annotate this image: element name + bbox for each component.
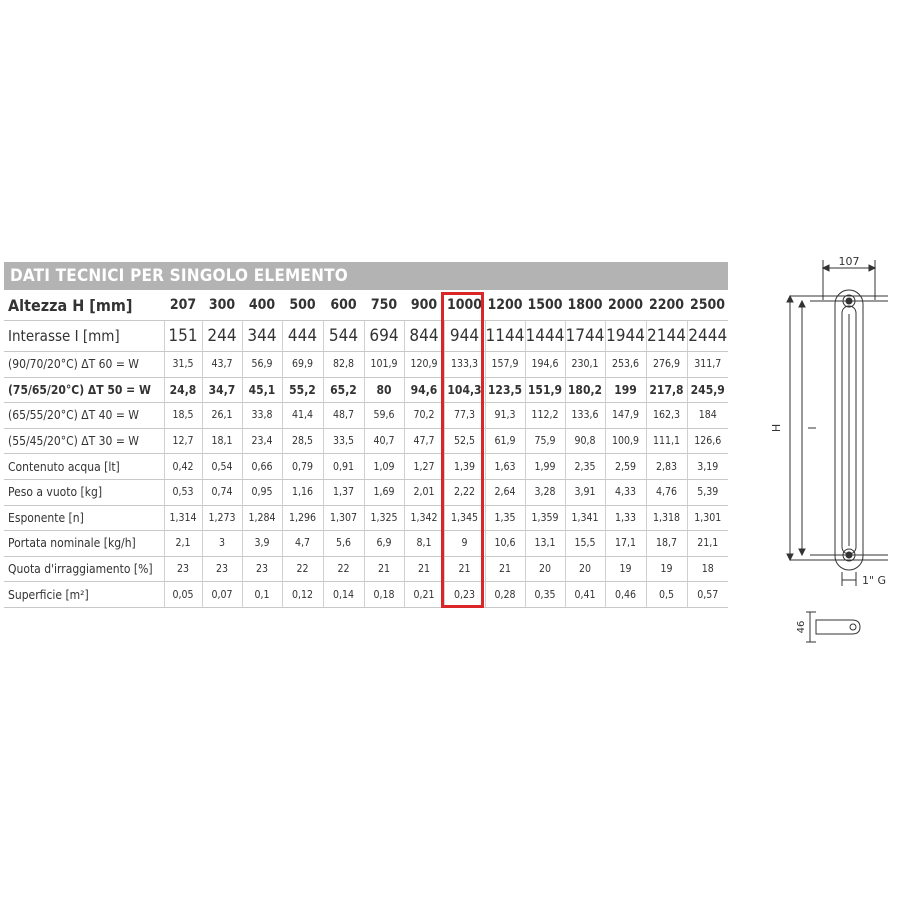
arrow-icon (787, 296, 793, 302)
table-cell: 217,8 (646, 377, 687, 403)
table-cell: 18,7 (646, 531, 687, 557)
row-label: (75/65/20°C) ΔT 50 = W (4, 377, 164, 403)
table-cell: 600 (323, 290, 364, 321)
arrow-icon (799, 549, 805, 555)
table-cell: 126,6 (687, 428, 728, 454)
row-label: Esponente [n] (4, 505, 164, 531)
table-cell: 1,39 (444, 454, 485, 480)
table-cell: 151,9 (525, 377, 565, 403)
row-label: (90/70/20°C) ΔT 60 = W (4, 352, 164, 378)
arrow-icon (787, 554, 793, 560)
table-cell: 0,28 (485, 582, 525, 608)
table-cell: 0,42 (164, 454, 202, 480)
technical-data-table (4, 290, 728, 608)
table-cell: 24,8 (164, 377, 202, 403)
table-cell: 0,79 (282, 454, 323, 480)
table-cell: 3,91 (565, 479, 605, 505)
table-cell: 4,76 (646, 479, 687, 505)
table-row (4, 582, 728, 608)
table-cell: 3,28 (525, 479, 565, 505)
table-cell: 31,5 (164, 352, 202, 378)
table-cell: 1,284 (242, 505, 282, 531)
table-cell: 500 (282, 290, 323, 321)
table-cell: 2,1 (164, 531, 202, 557)
width-label: 107 (838, 255, 860, 268)
table-cell: 104,3 (444, 377, 485, 403)
table-cell: 2,59 (605, 454, 646, 480)
table-cell: 0,91 (323, 454, 364, 480)
table-cell: 5,39 (687, 479, 728, 505)
table-cell: 33,5 (323, 428, 364, 454)
table-cell: 199 (605, 377, 646, 403)
table-cell: 844 (404, 321, 444, 352)
table-cell: 8,1 (404, 531, 444, 557)
table-cell: 1,69 (364, 479, 404, 505)
table-cell: 0,18 (364, 582, 404, 608)
table-cell: 2144 (646, 321, 687, 352)
table-cell: 23 (202, 556, 242, 582)
table-cell: 0,21 (404, 582, 444, 608)
table-cell: 0,53 (164, 479, 202, 505)
table-cell: 1,37 (323, 479, 364, 505)
table-cell: 180,2 (565, 377, 605, 403)
row-label: (55/45/20°C) ΔT 30 = W (4, 428, 164, 454)
header-row (4, 290, 728, 321)
table-row (4, 428, 728, 454)
table-cell: 23 (242, 556, 282, 582)
table-cell: 0,35 (525, 582, 565, 608)
table-cell: 1,27 (404, 454, 444, 480)
table-cell: 90,8 (565, 428, 605, 454)
radiator-element-drawing (760, 250, 900, 670)
table-cell: 21 (404, 556, 444, 582)
table-cell: 1,296 (282, 505, 323, 531)
table-cell: 9 (444, 531, 485, 557)
table-row (4, 377, 728, 403)
table-cell: 2,22 (444, 479, 485, 505)
table-cell: 1944 (605, 321, 646, 352)
table-cell: 80 (364, 377, 404, 403)
side-view-outline (816, 620, 860, 634)
table-row (4, 403, 728, 429)
table-cell: 12,7 (164, 428, 202, 454)
table-cell: 1,325 (364, 505, 404, 531)
table-cell: 194,6 (525, 352, 565, 378)
table-cell: 3 (202, 531, 242, 557)
table-cell: 230,1 (565, 352, 605, 378)
table-cell: 17,1 (605, 531, 646, 557)
table-cell: 157,9 (485, 352, 525, 378)
table-cell: 28,5 (282, 428, 323, 454)
table-cell: 1,318 (646, 505, 687, 531)
table-cell: 1,99 (525, 454, 565, 480)
table-cell: 1,345 (444, 505, 485, 531)
table-cell: 1,16 (282, 479, 323, 505)
table-cell: 77,3 (444, 403, 485, 429)
table-cell: 0,95 (242, 479, 282, 505)
table-cell: 244 (202, 321, 242, 352)
row-label: Quota d'irraggiamento [%] (4, 556, 164, 582)
table-cell: 22 (323, 556, 364, 582)
table-cell: 444 (282, 321, 323, 352)
table-cell: 2,35 (565, 454, 605, 480)
table-cell: 23,4 (242, 428, 282, 454)
table-cell: 69,9 (282, 352, 323, 378)
table-cell: 112,2 (525, 403, 565, 429)
table-cell: 65,2 (323, 377, 364, 403)
table-cell: 1,359 (525, 505, 565, 531)
table-cell: 56,9 (242, 352, 282, 378)
table-cell: 59,6 (364, 403, 404, 429)
table-cell: 26,1 (202, 403, 242, 429)
table-title: DATI TECNICI PER SINGOLO ELEMENTO (4, 262, 728, 290)
table-cell: 2500 (687, 290, 728, 321)
table-cell: 276,9 (646, 352, 687, 378)
table-cell: 111,1 (646, 428, 687, 454)
table-cell: 52,5 (444, 428, 485, 454)
table-cell: 0,54 (202, 454, 242, 480)
table-cell: 694 (364, 321, 404, 352)
table-cell: 151 (164, 321, 202, 352)
table-cell: 18,5 (164, 403, 202, 429)
table-cell: 1800 (565, 290, 605, 321)
table-cell: 207 (164, 290, 202, 321)
table-cell: 1144 (485, 321, 525, 352)
table-cell: 20 (565, 556, 605, 582)
table-cell: 944 (444, 321, 485, 352)
row-label: Peso a vuoto [kg] (4, 479, 164, 505)
table-row (4, 479, 728, 505)
table-cell: 0,05 (164, 582, 202, 608)
table-cell: 1,35 (485, 505, 525, 531)
technical-data-sheet (4, 262, 728, 608)
table-cell: 3,9 (242, 531, 282, 557)
table-cell: 33,8 (242, 403, 282, 429)
row-label: Superficie [m²] (4, 582, 164, 608)
table-cell: 2200 (646, 290, 687, 321)
table-cell: 1,342 (404, 505, 444, 531)
arrow-icon (823, 265, 829, 271)
table-cell: 47,7 (404, 428, 444, 454)
table-cell: 101,9 (364, 352, 404, 378)
row-label: Interasse I [mm] (4, 321, 164, 352)
row-label: Contenuto acqua [lt] (4, 454, 164, 480)
table-cell: 43,7 (202, 352, 242, 378)
table-cell: 1500 (525, 290, 565, 321)
table-cell: 123,5 (485, 377, 525, 403)
table-row (4, 531, 728, 557)
table-cell: 253,6 (605, 352, 646, 378)
table-cell: 3,19 (687, 454, 728, 480)
table-cell: 0,5 (646, 582, 687, 608)
table-cell: 34,7 (202, 377, 242, 403)
height-label: H (770, 423, 783, 433)
row-label: Altezza H [mm] (4, 290, 164, 321)
connection-label: 1" G (862, 574, 887, 587)
table-cell: 133,6 (565, 403, 605, 429)
table-cell: 311,7 (687, 352, 728, 378)
table-cell: 75,9 (525, 428, 565, 454)
arrow-icon (869, 265, 875, 271)
table-cell: 55,2 (282, 377, 323, 403)
table-cell: 1744 (565, 321, 605, 352)
table-cell: 0,46 (605, 582, 646, 608)
table-cell: 0,74 (202, 479, 242, 505)
table-cell: 20 (525, 556, 565, 582)
table-cell: 18 (687, 556, 728, 582)
table-cell: 1,63 (485, 454, 525, 480)
table-cell: 6,9 (364, 531, 404, 557)
table-cell: 1,301 (687, 505, 728, 531)
table-cell: 13,1 (525, 531, 565, 557)
table-cell: 100,9 (605, 428, 646, 454)
table-cell: 133,3 (444, 352, 485, 378)
table-cell: 40,7 (364, 428, 404, 454)
table-cell: 61,9 (485, 428, 525, 454)
table-cell: 0,66 (242, 454, 282, 480)
table-row (4, 556, 728, 582)
table-cell: 5,6 (323, 531, 364, 557)
table-cell: 23 (164, 556, 202, 582)
table-cell: 120,9 (404, 352, 444, 378)
table-cell: 18,1 (202, 428, 242, 454)
table-cell: 45,1 (242, 377, 282, 403)
table-cell: 21 (364, 556, 404, 582)
table-cell: 1,307 (323, 505, 364, 531)
table-cell: 10,6 (485, 531, 525, 557)
table-cell: 22 (282, 556, 323, 582)
table-cell: 2,64 (485, 479, 525, 505)
table-cell: 1,09 (364, 454, 404, 480)
table-cell: 2,01 (404, 479, 444, 505)
table-cell: 300 (202, 290, 242, 321)
table-cell: 2444 (687, 321, 728, 352)
table-cell: 0,41 (565, 582, 605, 608)
table-cell: 0,07 (202, 582, 242, 608)
table-cell: 1,341 (565, 505, 605, 531)
table-cell: 1200 (485, 290, 525, 321)
table-cell: 70,2 (404, 403, 444, 429)
table-cell: 41,4 (282, 403, 323, 429)
table-cell: 21 (485, 556, 525, 582)
table-cell: 15,5 (565, 531, 605, 557)
row-label: (65/55/20°C) ΔT 40 = W (4, 403, 164, 429)
table-cell: 21,1 (687, 531, 728, 557)
table-cell: 91,3 (485, 403, 525, 429)
table-cell: 344 (242, 321, 282, 352)
table-cell: 19 (605, 556, 646, 582)
table-cell: 400 (242, 290, 282, 321)
interasse-row (4, 321, 728, 352)
table-cell: 21 (444, 556, 485, 582)
table-cell: 0,14 (323, 582, 364, 608)
table-cell: 750 (364, 290, 404, 321)
table-cell: 1,33 (605, 505, 646, 531)
table-cell: 4,33 (605, 479, 646, 505)
table-cell: 162,3 (646, 403, 687, 429)
table-cell: 1,273 (202, 505, 242, 531)
table-cell: 0,23 (444, 582, 485, 608)
row-label: Portata nominale [kg/h] (4, 531, 164, 557)
table-cell: 0,57 (687, 582, 728, 608)
table-row (4, 505, 728, 531)
depth-label: 46 (796, 620, 807, 634)
table-cell: 0,12 (282, 582, 323, 608)
table-row (4, 352, 728, 378)
table-cell: 0,1 (242, 582, 282, 608)
table-row (4, 454, 728, 480)
table-cell: 1,314 (164, 505, 202, 531)
table-cell: 2,83 (646, 454, 687, 480)
table-cell: 19 (646, 556, 687, 582)
table-cell: 82,8 (323, 352, 364, 378)
table-cell: 4,7 (282, 531, 323, 557)
arrow-icon (799, 301, 805, 307)
table-cell: 94,6 (404, 377, 444, 403)
table-cell: 147,9 (605, 403, 646, 429)
table-cell: 1000 (444, 290, 485, 321)
table-cell: 48,7 (323, 403, 364, 429)
table-cell: 544 (323, 321, 364, 352)
table-cell: 900 (404, 290, 444, 321)
table-cell: 2000 (605, 290, 646, 321)
table-cell: 184 (687, 403, 728, 429)
table-cell: 1444 (525, 321, 565, 352)
table-cell: 245,9 (687, 377, 728, 403)
